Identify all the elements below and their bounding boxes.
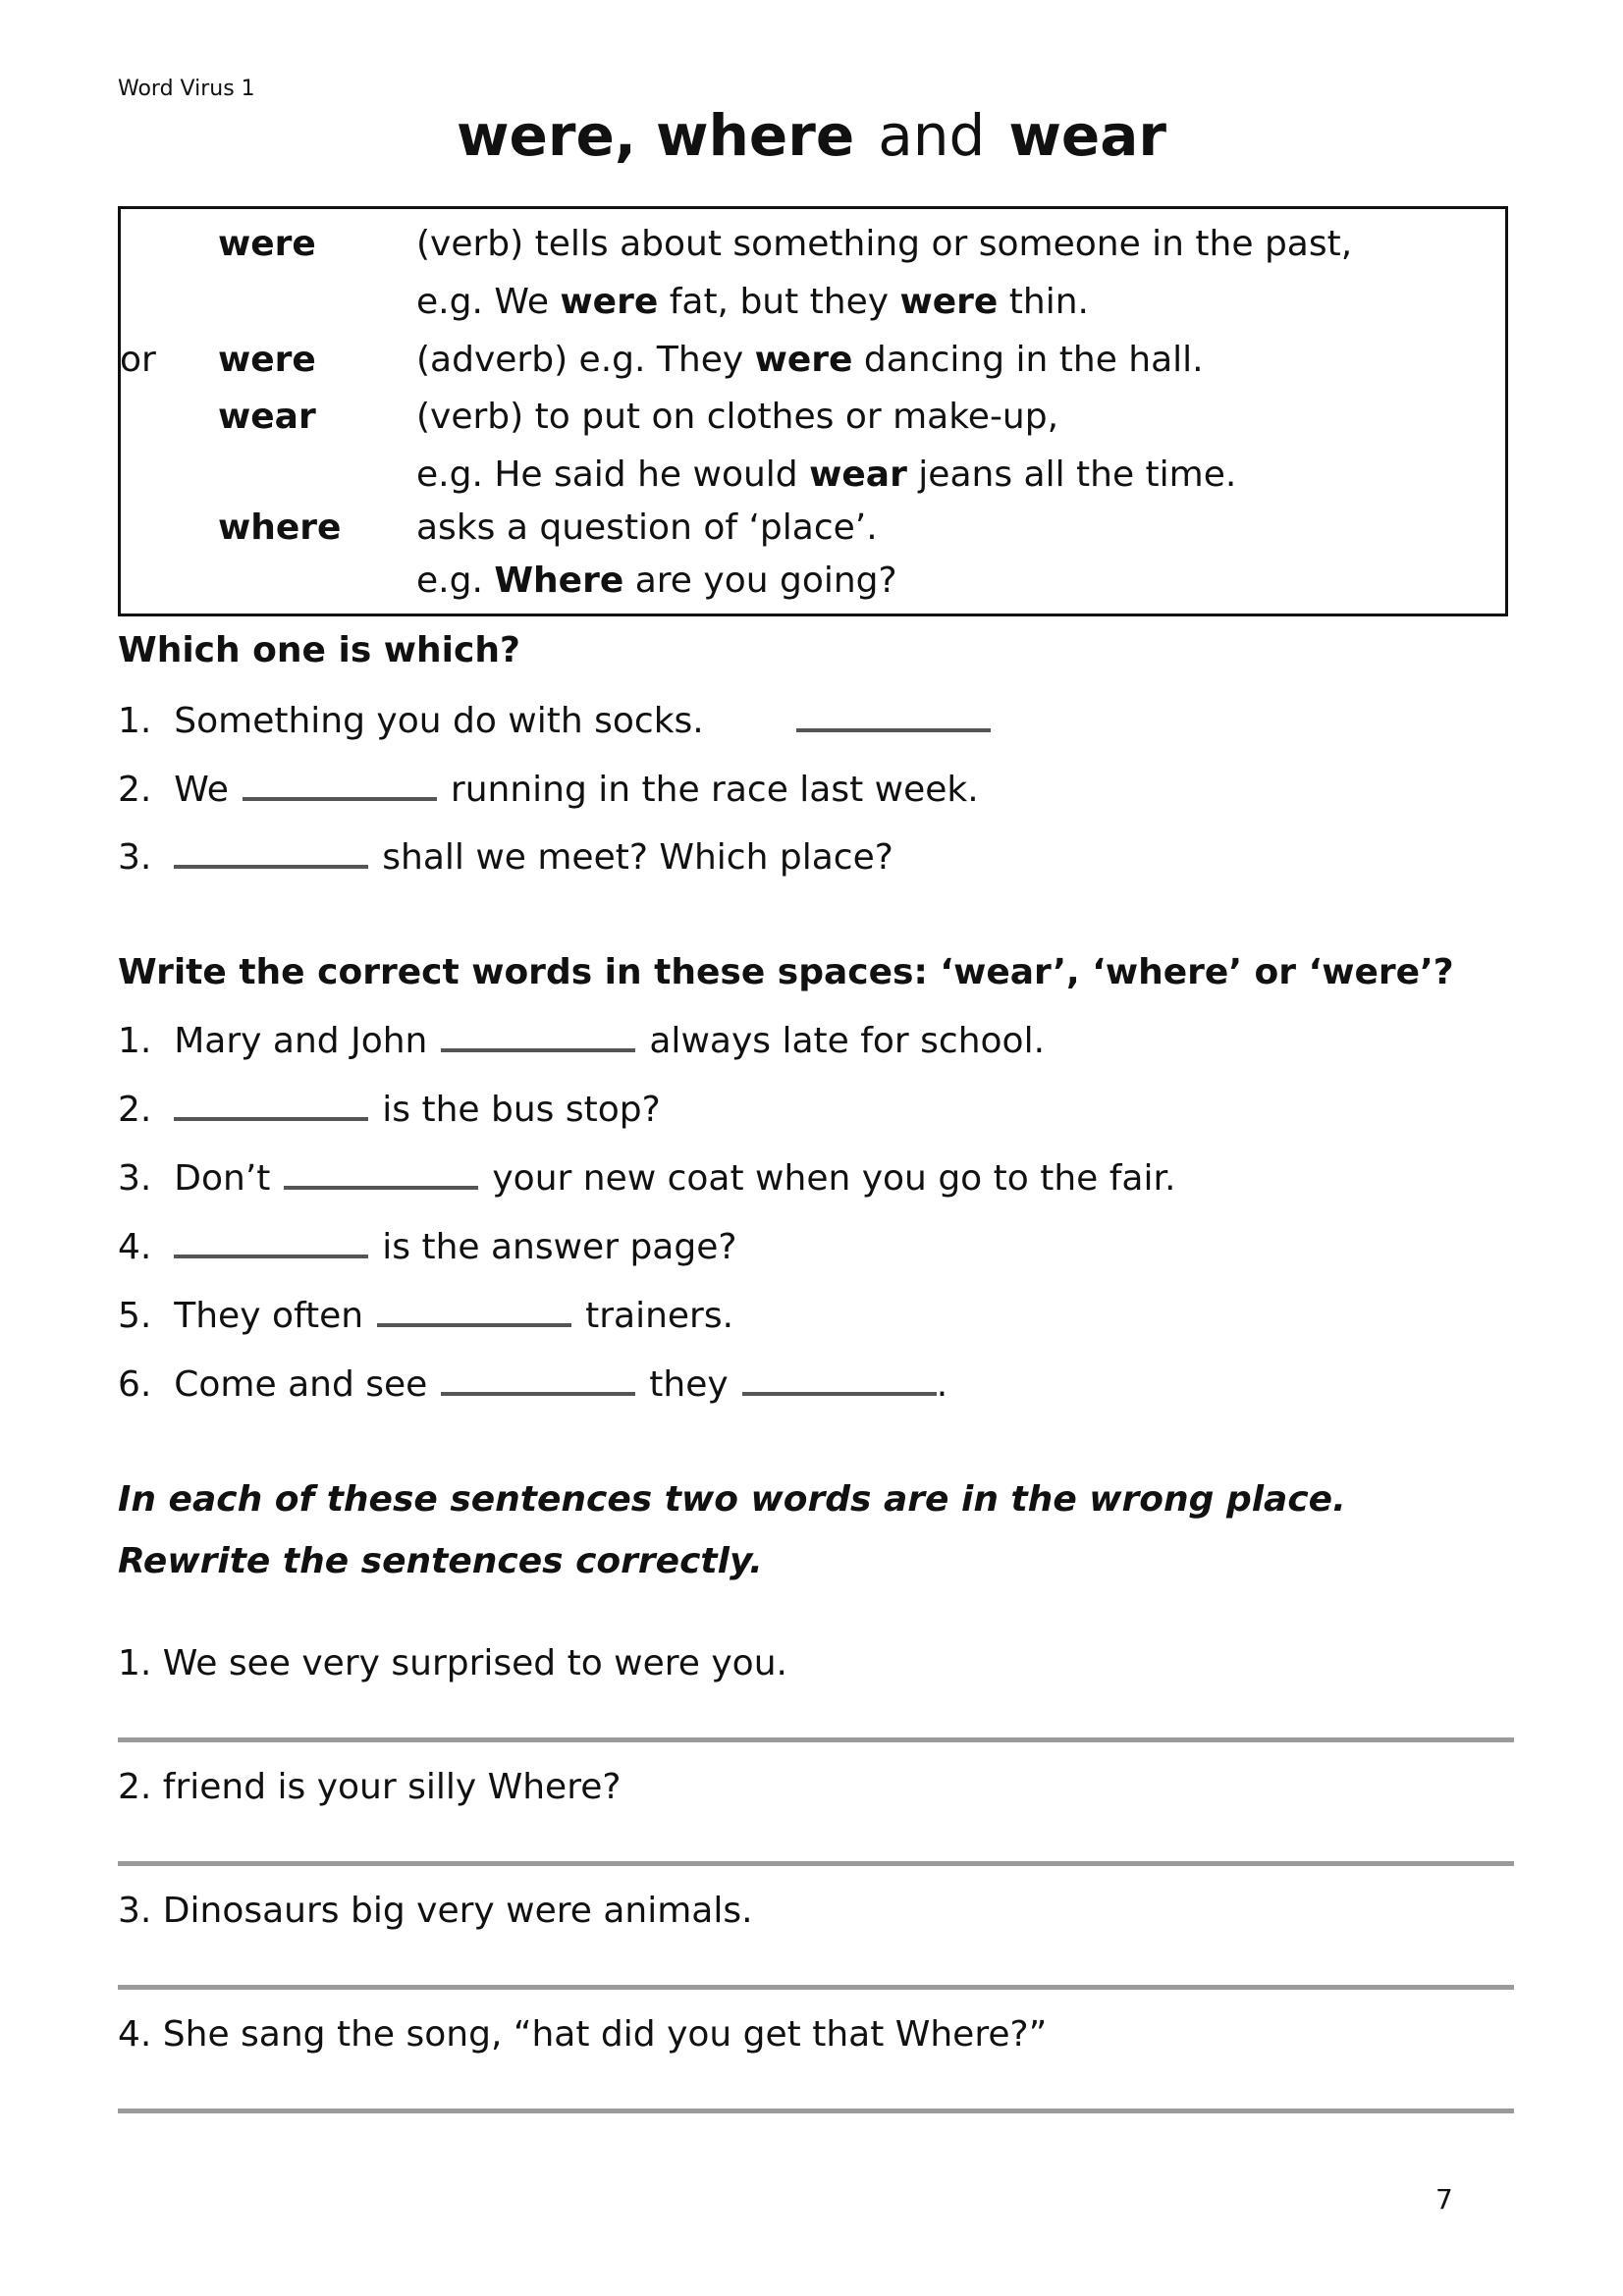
definition-example: e.g. We were fat, but they were thin. (416, 282, 1089, 322)
definition-text: (verb) tells about something or someone in the past, (416, 224, 1353, 264)
rewrite-sentence: 1. We see very surprised to were you. (118, 1643, 787, 1683)
exercise-item: 5. They often trainers. (118, 1296, 734, 1336)
answer-line[interactable] (118, 2109, 1514, 2113)
section-heading: Rewrite the sentences correctly. (118, 1541, 763, 1581)
answer-blank[interactable] (243, 797, 437, 801)
exercise-item: 3. Don’t your new coat when you go to the fair. (118, 1158, 1176, 1199)
exercise-item: 3. shall we meet? Which place? (118, 837, 893, 878)
answer-blank[interactable] (377, 1323, 571, 1327)
definition-prefix: or (120, 340, 156, 380)
exercise-item: 1. Mary and John always late for school. (118, 1021, 1046, 1061)
section-heading: Write the correct words in these spaces: ‘wear’, ‘where’ or ‘were’? (118, 952, 1454, 992)
answer-blank[interactable] (796, 728, 991, 732)
answer-blank[interactable] (742, 1392, 937, 1396)
answer-blank[interactable] (441, 1048, 635, 1052)
answer-blank[interactable] (174, 1255, 368, 1258)
answer-blank[interactable] (441, 1392, 635, 1396)
exercise-item: 1. Something you do with socks. (118, 701, 1004, 741)
answer-blank[interactable] (174, 865, 368, 869)
exercise-item: 2. is the bus stop? (118, 1090, 661, 1130)
answer-line[interactable] (118, 1985, 1514, 1990)
header-label: Word Virus 1 (118, 77, 255, 101)
title-word-1: were, where (456, 102, 855, 169)
page-title (0, 102, 1623, 169)
rewrite-sentence: 3. Dinosaurs big very were animals. (118, 1891, 753, 1931)
definition-term: where (218, 507, 342, 548)
definition-term: were (218, 340, 316, 380)
title-connector: and (878, 102, 986, 169)
rewrite-sentence: 4. She sang the song, “hat did you get that Where?” (118, 2014, 1048, 2055)
section-heading: In each of these sentences two words are in the wrong place. (118, 1479, 1346, 1520)
title-word-2: wear (1008, 102, 1167, 169)
answer-line[interactable] (118, 1861, 1514, 1866)
definition-text: asks a question of ‘place’. (416, 507, 878, 548)
definition-example: e.g. He said he would wear jeans all the time. (416, 454, 1237, 495)
answer-blank[interactable] (174, 1117, 368, 1121)
definition-example: e.g. Where are you going? (416, 561, 897, 601)
rewrite-sentence: 2. friend is your silly Where? (118, 1767, 622, 1807)
exercise-item: 6. Come and see they . (118, 1364, 948, 1405)
answer-blank[interactable] (284, 1186, 478, 1190)
answer-line[interactable] (118, 1737, 1514, 1742)
page-number: 7 (1435, 2183, 1453, 2216)
definition-term: were (218, 224, 316, 264)
definition-text: (adverb) e.g. They were dancing in the hall. (416, 340, 1204, 380)
section-heading: Which one is which? (118, 630, 520, 670)
definition-text: (verb) to put on clothes or make-up, (416, 397, 1059, 437)
exercise-item: 2. We running in the race last week. (118, 770, 979, 810)
exercise-item: 4. is the answer page? (118, 1227, 737, 1267)
definition-term: wear (218, 397, 316, 437)
